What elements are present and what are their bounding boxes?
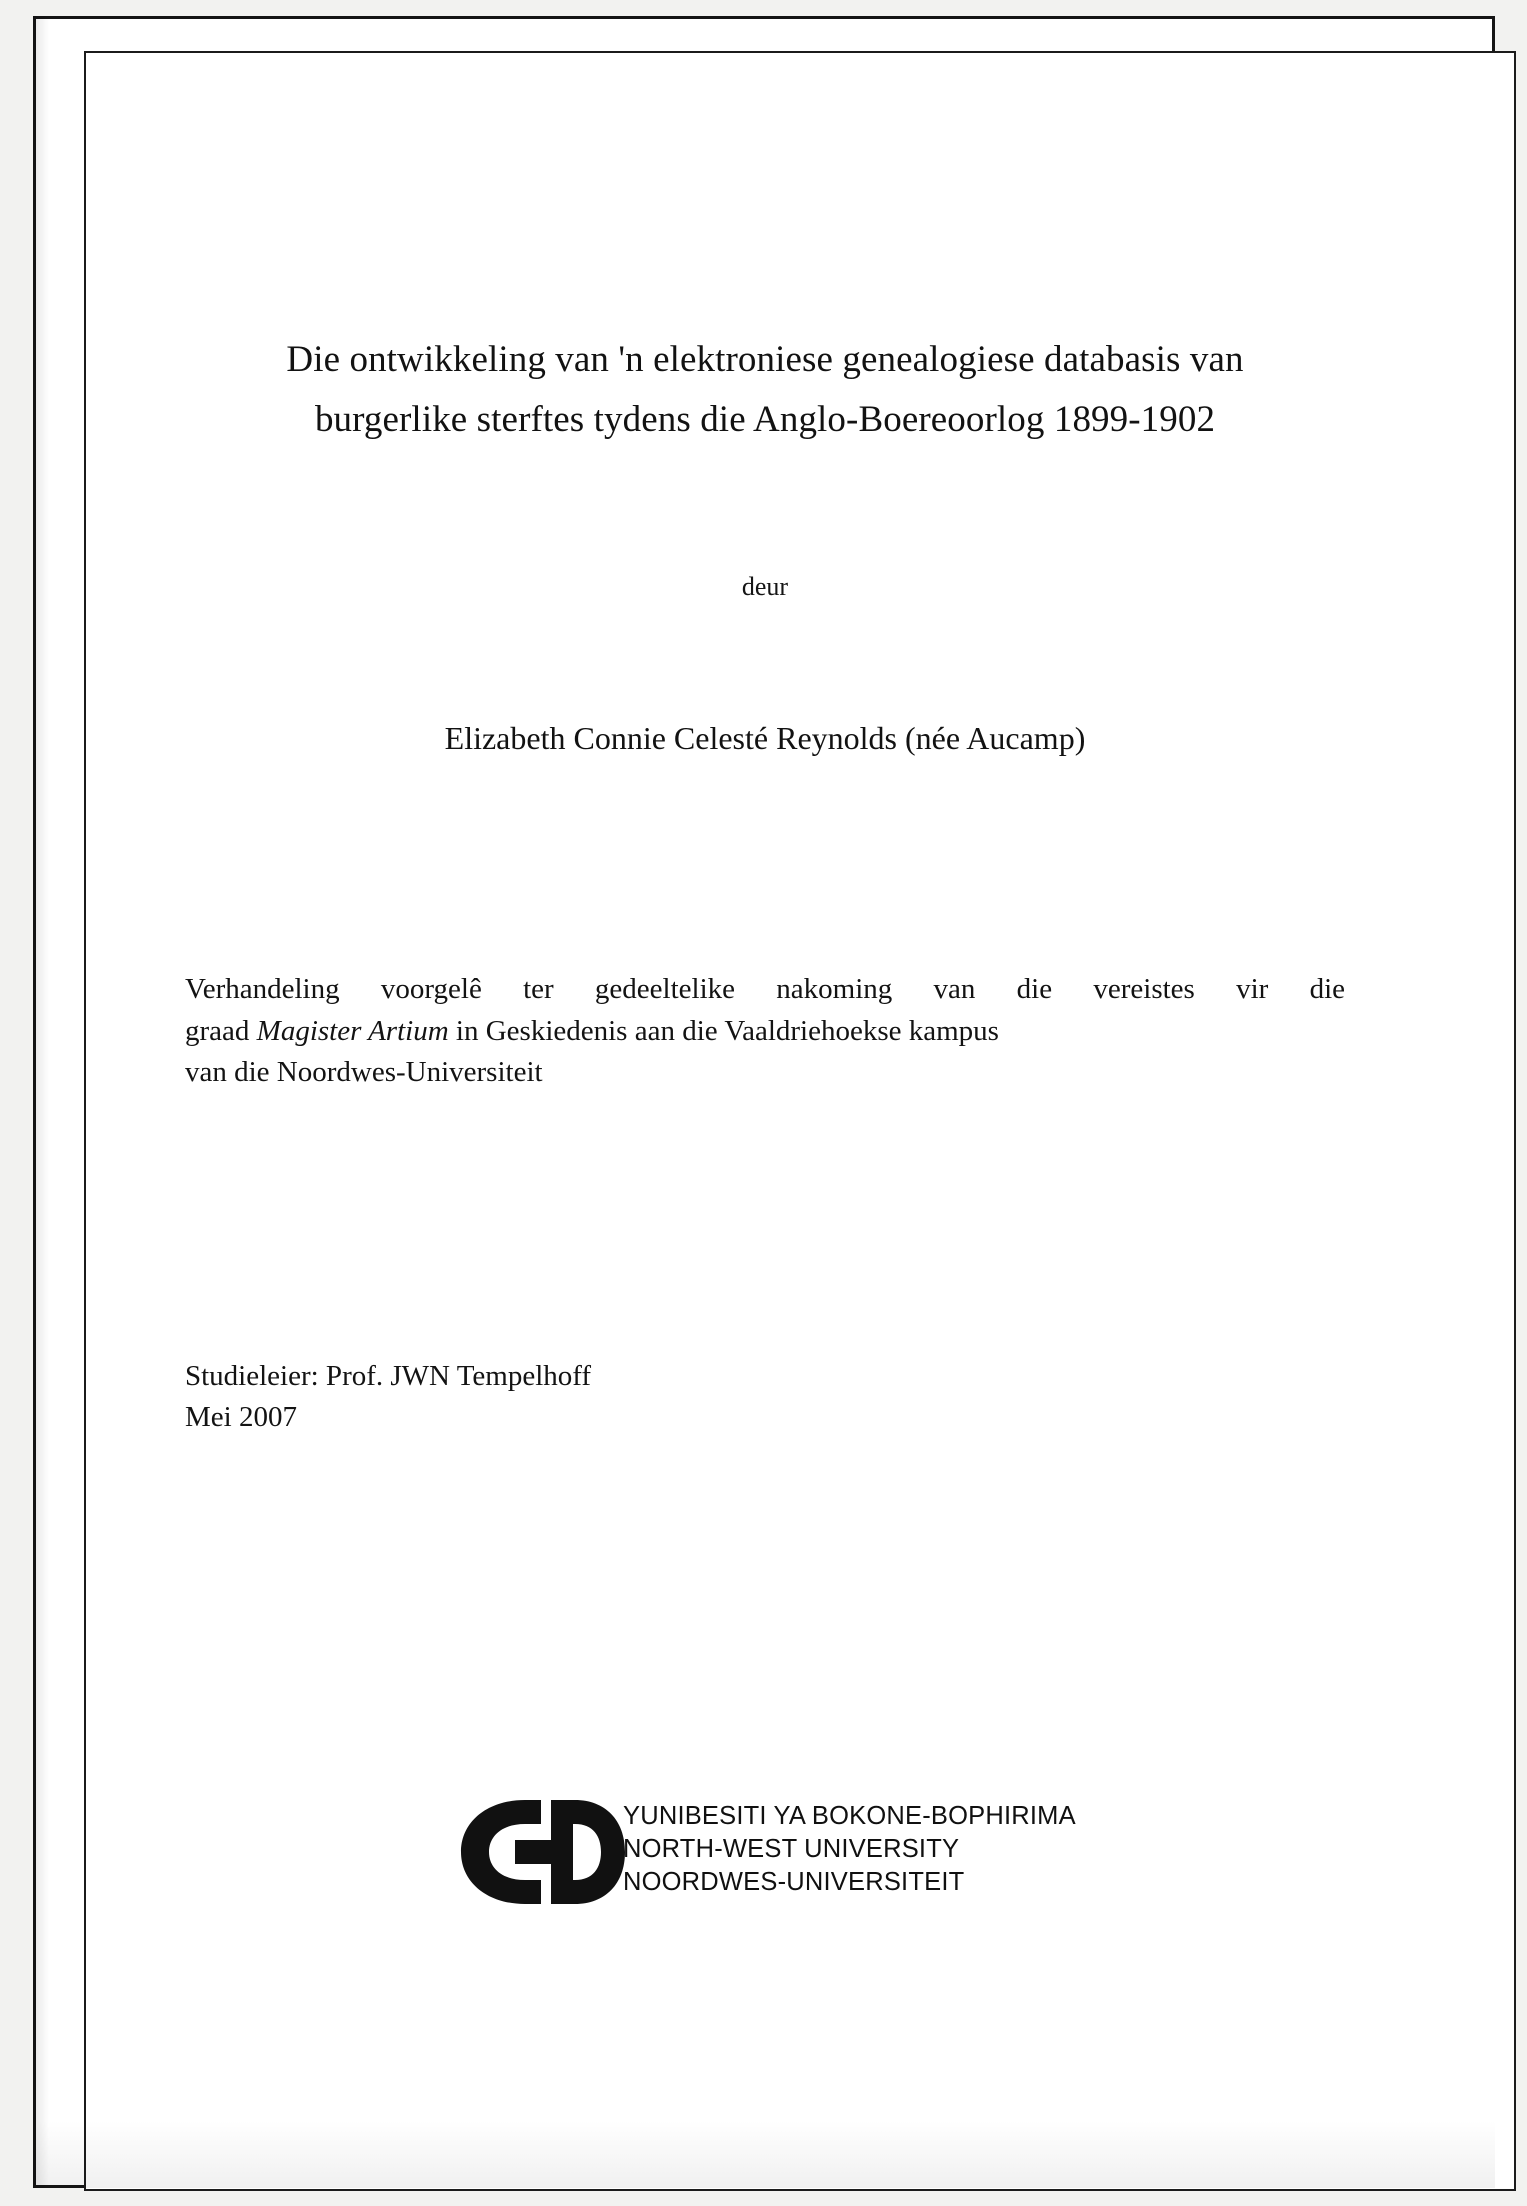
statement-line-2: [185, 1011, 1345, 1053]
degree-name: Magister Artium: [256, 1014, 449, 1047]
logo-line-1: YUNIBESITI YA BOKONE-BOPHIRIMA: [623, 1802, 1076, 1830]
logo-line-3: NOORDWES-UNIVERSITEIT: [623, 1868, 965, 1897]
logo-text-block: [623, 1800, 1076, 1899]
supervisor-block: [185, 1356, 1345, 1437]
statement-line-2-pre: graad: [185, 1014, 257, 1047]
degree-statement: [185, 969, 1345, 1094]
title-line-1: Die ontwikkeling van 'n elektroniese genealogiese databasis van: [286, 339, 1244, 380]
nwu-emblem-icon: [455, 1796, 640, 1908]
author-name: Elizabeth Connie Celesté Reynolds (née Aucamp): [444, 719, 1086, 756]
by-word: deur: [741, 571, 789, 601]
page-title: [185, 330, 1345, 450]
title-line-2: burgerlike sterftes tydens die Anglo-Boereoorlog 1899-1902: [314, 398, 1216, 440]
statement-line-2-post: in Geskiedenis aan die Vaaldriehoekse kampus: [448, 1014, 999, 1047]
statement-line-3: van die Noordwes-Universiteit: [185, 1056, 543, 1089]
date-line: Mei 2007: [185, 1400, 297, 1433]
title-page-content: [185, 330, 1345, 1437]
statement-line-1: Verhandeling voorgelê ter gedeeltelike nakoming van die vereistes vir die: [185, 972, 1345, 1005]
university-logo: [455, 1790, 1095, 1920]
logo-line-2: NORTH-WEST UNIVERSITY: [623, 1835, 960, 1864]
supervisor-line: Studieleier: Prof. JWN Tempelhoff: [185, 1360, 592, 1393]
